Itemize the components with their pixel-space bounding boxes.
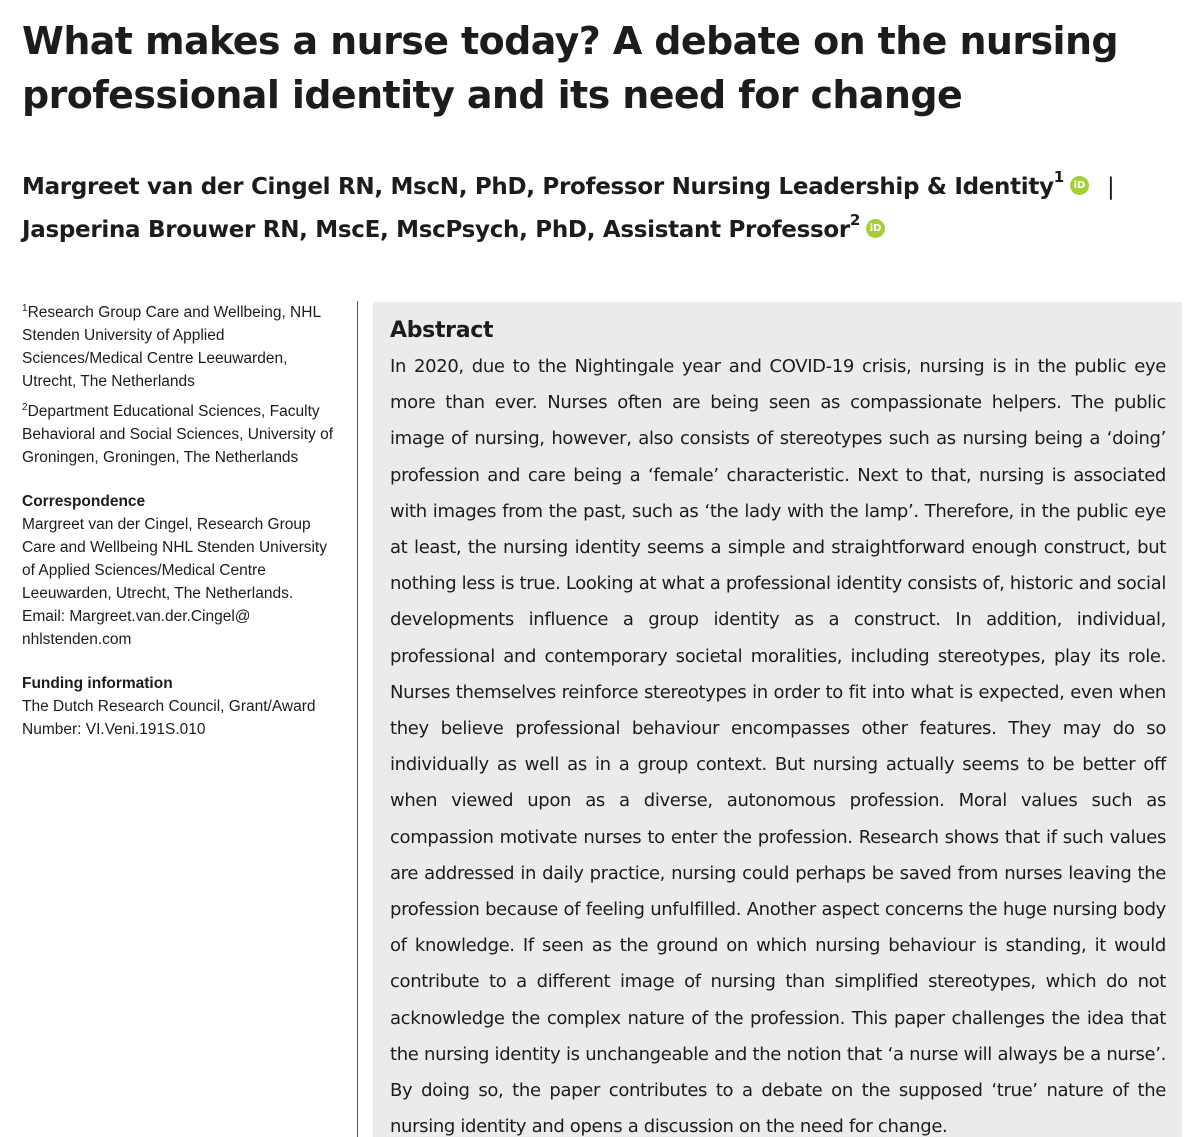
author-line-1 (22, 166, 1192, 209)
correspondence-email[interactable]: Email: Margreet.van.der.Cingel@ nhlstenden.com (22, 608, 251, 648)
author-name-1: Margreet van der Cingel RN, MscN, PhD, Professor Nursing Leadership & Identity (22, 174, 1054, 200)
paper-title: What makes a nurse today? A debate on the nursing professional identity and its need for change (22, 19, 1119, 117)
orcid-icon[interactable]: iD (866, 219, 885, 238)
affiliation-mark: 2 (22, 401, 28, 413)
funding-heading: Funding information (22, 675, 173, 692)
author-affiliation-mark-2: 2 (849, 211, 861, 230)
affiliation-2 (22, 400, 342, 469)
column-divider (357, 301, 358, 1137)
abstract-heading: Abstract (390, 318, 494, 343)
author-list (22, 166, 1192, 252)
correspondence-heading: Correspondence (22, 493, 146, 510)
affiliation-1 (22, 301, 342, 393)
article-info-sidebar (22, 301, 342, 741)
affiliation-text: Department Educational Sciences, Faculty Behavioral and Social Sciences, University of Groningen, Groningen, The Netherlands (22, 403, 334, 466)
affiliation-text: Research Group Care and Wellbeing, NHL Stenden University of Applied Sciences/Medical Centre Leeuwarden, Utrecht, The Netherlands (22, 304, 321, 390)
orcid-icon[interactable]: iD (1070, 176, 1089, 195)
affiliation-mark: 1 (22, 302, 28, 314)
funding-text: The Dutch Research Council, Grant/Award Number: VI.Veni.191S.010 (22, 698, 316, 738)
author-line-2 (22, 209, 1192, 252)
author-affiliation-mark-1: 1 (1053, 168, 1064, 187)
author-name-2: Jasperina Brouwer RN, MscE, MscPsych, PhD, Assistant Professor (22, 217, 850, 243)
correspondence-address: Margreet van der Cingel, Research Group Care and Wellbeing NHL Stenden University of Applied Sciences/Medical Centre Leeuwarden, Utrecht, The Netherlands. (22, 516, 327, 602)
author-separator: | (1106, 174, 1115, 200)
abstract-text: In 2020, due to the Nightingale year and COVID-19 crisis, nursing is in the public eye more than ever. Nurses often are being seen as compassionate helpers. The public image of nursing, however, also consists of stereotypes such as nursing being a ‘doing’ profession and care being a ‘female’ characteristic. Next to that, nursing is associated with images from the past, such as ‘the lady with the lamp’. Therefore, in the public eye at least, the nursing identity seems a simple and straightforward enough construct, but nothing less is true. Looking at what a professional identity consists of, historic and social developments influence a group identity as a construct. In addition, individual, professional and contemporary societal moralities, including stereotypes, play its role. Nurses themselves reinforce stereotypes in order to fit into what is expected, even when they believe professional behaviour encompasses other features. They may do so individually as well as in a group context. But nursing actually seems to be better off when viewed upon as a diverse, autonomous profession. Moral values such as compassion motivate nurses to enter the profession. Research shows that if such values are addressed in daily practice, nursing could perhaps be saved from nurses leaving the profession because of feeling unfulfilled. Another aspect concerns the huge nursing body of knowledge. If seen as the ground on which nursing behaviour is standing, it would contribute to a different image of nursing than simplified stereotypes, which do not acknowledge the complex nature of the profession. This paper challenges the idea that the nursing identity is unchangeable and the notion that ‘a nurse will always be a nurse’. By doing so, the paper contributes to a debate on the supposed ‘true’ nature of the nursing identity and opens a discussion on the need for change. (390, 356, 1166, 1137)
